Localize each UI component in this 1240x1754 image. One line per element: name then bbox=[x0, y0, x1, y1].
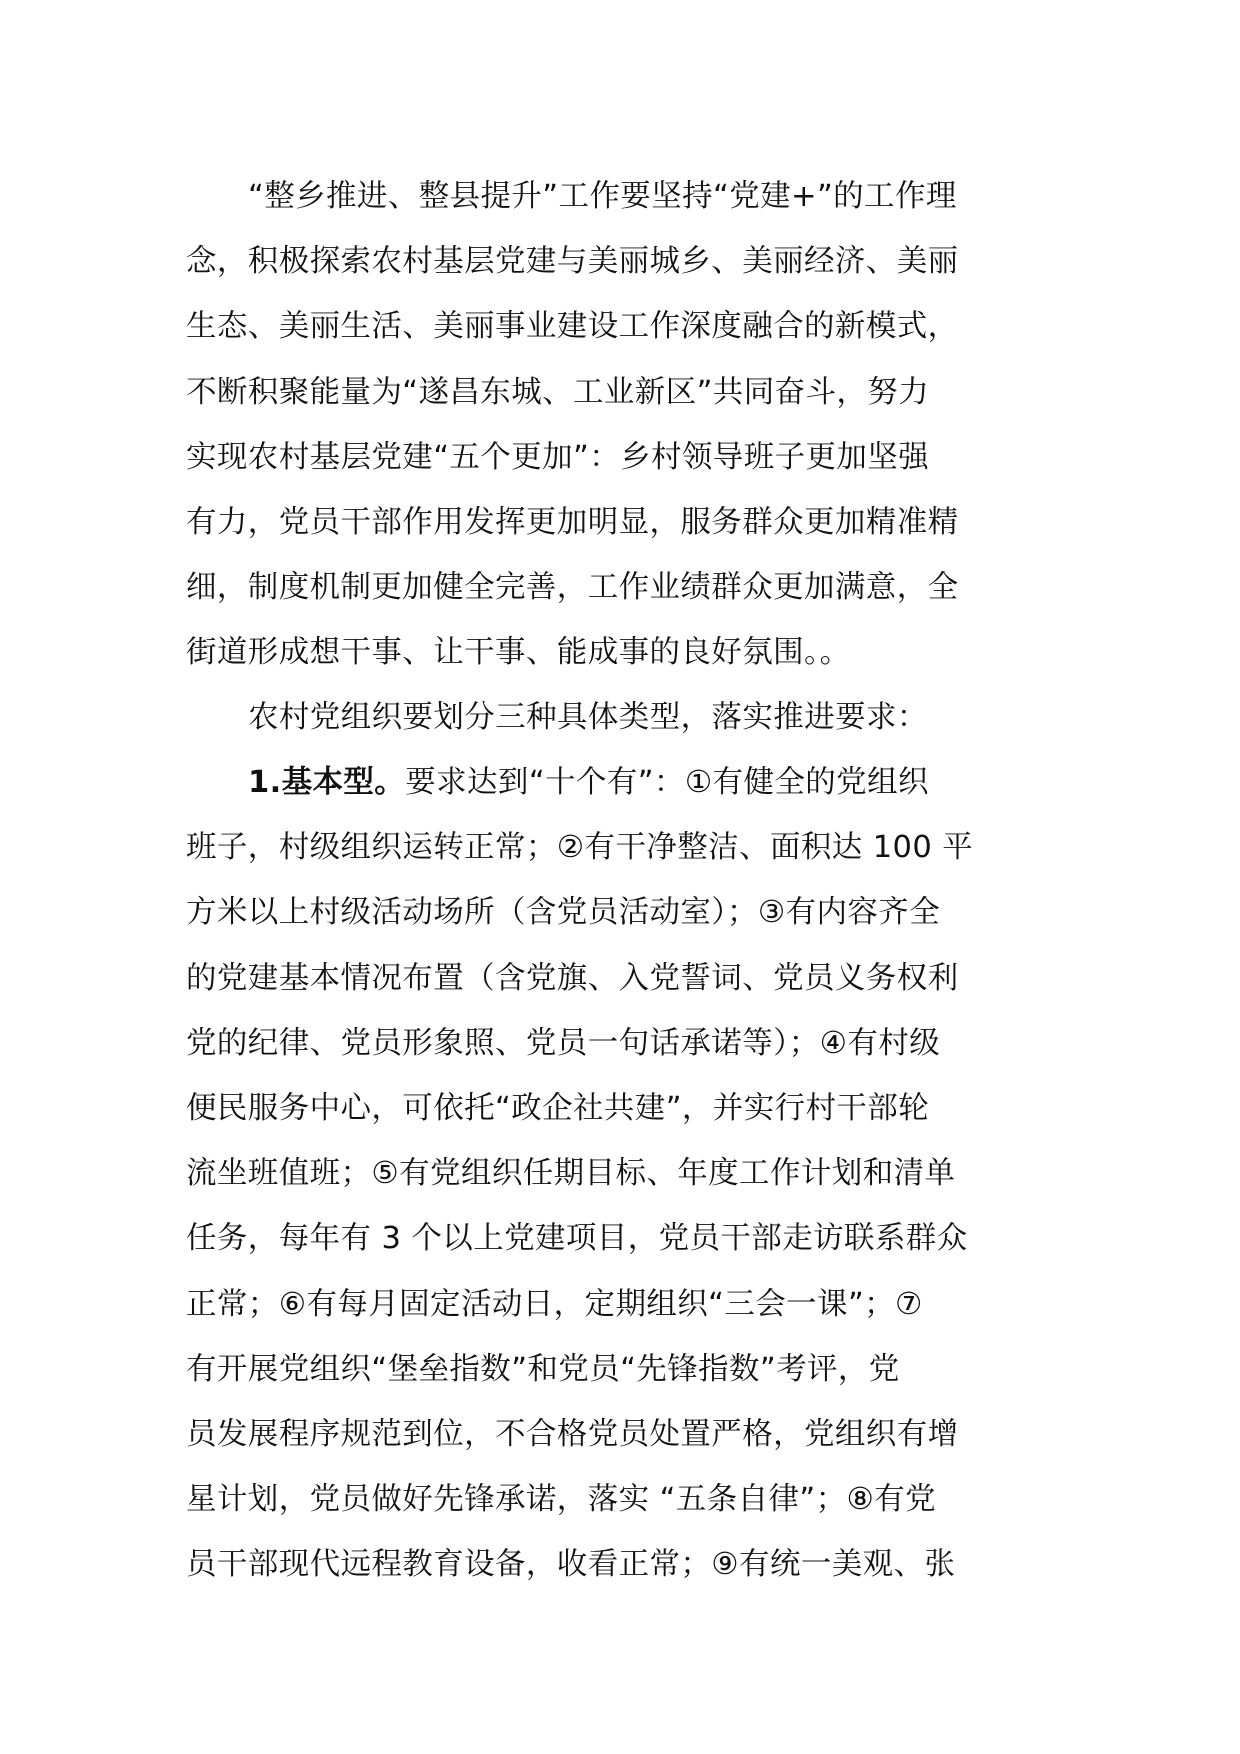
text-line: 方米以上村级活动场所（含党员活动室）；③有内容齐全 bbox=[186, 895, 941, 931]
text-line: 有开展党组织“堡垒指数”和党员“先锋指数”考评，党 bbox=[186, 1351, 900, 1387]
text-line: 班子，村级组织运转正常；②有干净整洁、面积达 100 平 bbox=[186, 830, 974, 866]
text-line: 细，制度机制更加健全完善，工作业绩群众更加满意，全 bbox=[186, 570, 959, 606]
text-line: 生态、美丽生活、美丽事业建设工作深度融合的新模式， bbox=[186, 309, 959, 345]
paragraph-basic-type bbox=[186, 750, 1054, 1597]
text-line: 星计划，党员做好先锋承诺，落实 “五条自律”；⑧有党 bbox=[186, 1482, 937, 1518]
paragraph-three-types bbox=[186, 685, 1054, 750]
text-line: 员干部现代远程教育设备，收看正常；⑨有统一美观、张 bbox=[186, 1547, 956, 1583]
text-line: 党的纪律、党员形象照、党员一句话承诺等）；④有村级 bbox=[186, 1025, 941, 1061]
text-line: 员发展程序规范到位，不合格党员处置严格，党组织有增 bbox=[186, 1416, 959, 1452]
text-line: 实现农村基层党建“五个更加”：乡村领导班子更加坚强 bbox=[186, 439, 930, 475]
text-line: 便民服务中心，可依托“政企社共建”，并实行村干部轮 bbox=[186, 1090, 930, 1126]
text-line: 正常；⑥有每月固定活动日，定期组织“三会一课”；⑦ bbox=[186, 1286, 923, 1322]
text-run: 要求达到“十个有”：①有健全的党组织 bbox=[405, 765, 929, 800]
text-line: 街道形成想干事、让干事、能成事的良好氛围。。 bbox=[186, 635, 851, 671]
section-heading: 1.基本型。 bbox=[248, 765, 406, 800]
text-line bbox=[186, 750, 1054, 815]
text-line: “整乡推进、整县提升”工作要坚持“党建+”的工作理 bbox=[248, 179, 957, 214]
text-line: 流坐班值班；⑤有党组织任期目标、年度工作计划和清单 bbox=[186, 1156, 956, 1192]
text-line: 念，积极探索农村基层党建与美丽城乡、美丽经济、美丽 bbox=[186, 244, 959, 280]
text-line: 有力，党员干部作用发挥更加明显，服务群众更加精准精 bbox=[186, 504, 959, 540]
text-line: 农村党组织要划分三种具体类型，落实推进要求： bbox=[248, 700, 928, 735]
paragraph-party-building-philosophy bbox=[186, 164, 1054, 686]
text-line: 任务，每年有 3 个以上党建项目，党员干部走访联系群众 bbox=[186, 1221, 968, 1257]
text-line: 的党建基本情况布置（含党旗、入党誓词、党员义务权利 bbox=[186, 960, 959, 996]
text-line: 不断积聚能量为“遂昌东城、工业新区”共同奋斗，努力 bbox=[186, 374, 930, 410]
